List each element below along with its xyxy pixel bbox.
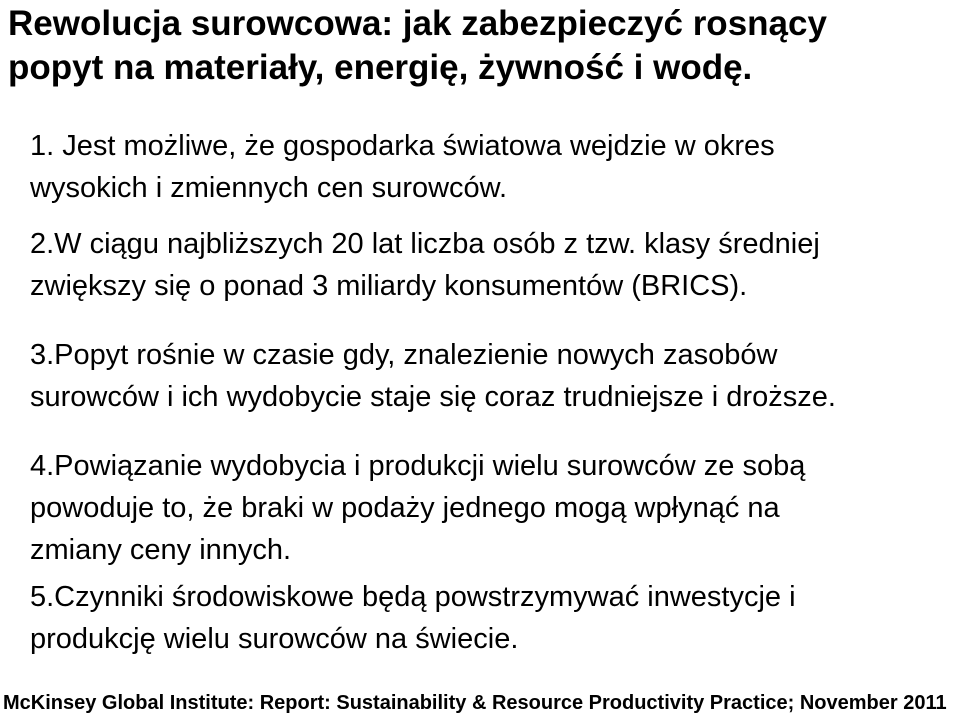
point-text-line: zwiększy się o ponad 3 miliardy konsumentów (BRICS). (30, 270, 748, 302)
point-text-line: 4.Powiązanie wydobycia i produkcji wielu surowców ze sobą (30, 450, 806, 482)
slide-title-line: Rewolucja surowcowa: jak zabezpieczyć rosnący (8, 4, 827, 43)
point-4 (30, 445, 805, 571)
slide-title-line: popyt na materiały, energię, żywność i wodę. (8, 48, 753, 87)
point-text-line: 3.Popyt rośnie w czasie gdy, znalezienie nowych zasobów (30, 339, 778, 371)
point-text-line: wysokich i zmiennych cen surowców. (30, 172, 508, 204)
point-text-line: 2.W ciągu najbliższych 20 lat liczba osób z tzw. klasy średniej (30, 228, 820, 260)
point-1 (30, 125, 775, 209)
point-text-line: 5.Czynniki środowiskowe będą powstrzymywać inwestycje i (30, 581, 796, 613)
source-footer: McKinsey Global Institute: Report: Sustainability & Resource Productivity Practice; November 2011 (3, 692, 947, 714)
point-text-line: powoduje to, że braki w podaży jednego mogą wpłynąć na (30, 492, 780, 524)
point-text-line: surowców i ich wydobycie staje się coraz trudniejsze i droższe. (30, 381, 836, 413)
point-2 (30, 223, 820, 307)
point-text-line: produkcję wielu surowców na świecie. (30, 623, 519, 655)
point-text-line: zmiany ceny innych. (30, 534, 292, 566)
point-3 (30, 334, 836, 418)
point-text-line: 1. Jest możliwe, że gospodarka światowa wejdzie w okres (30, 130, 775, 162)
slide-title (8, 2, 958, 90)
point-5 (30, 576, 796, 660)
